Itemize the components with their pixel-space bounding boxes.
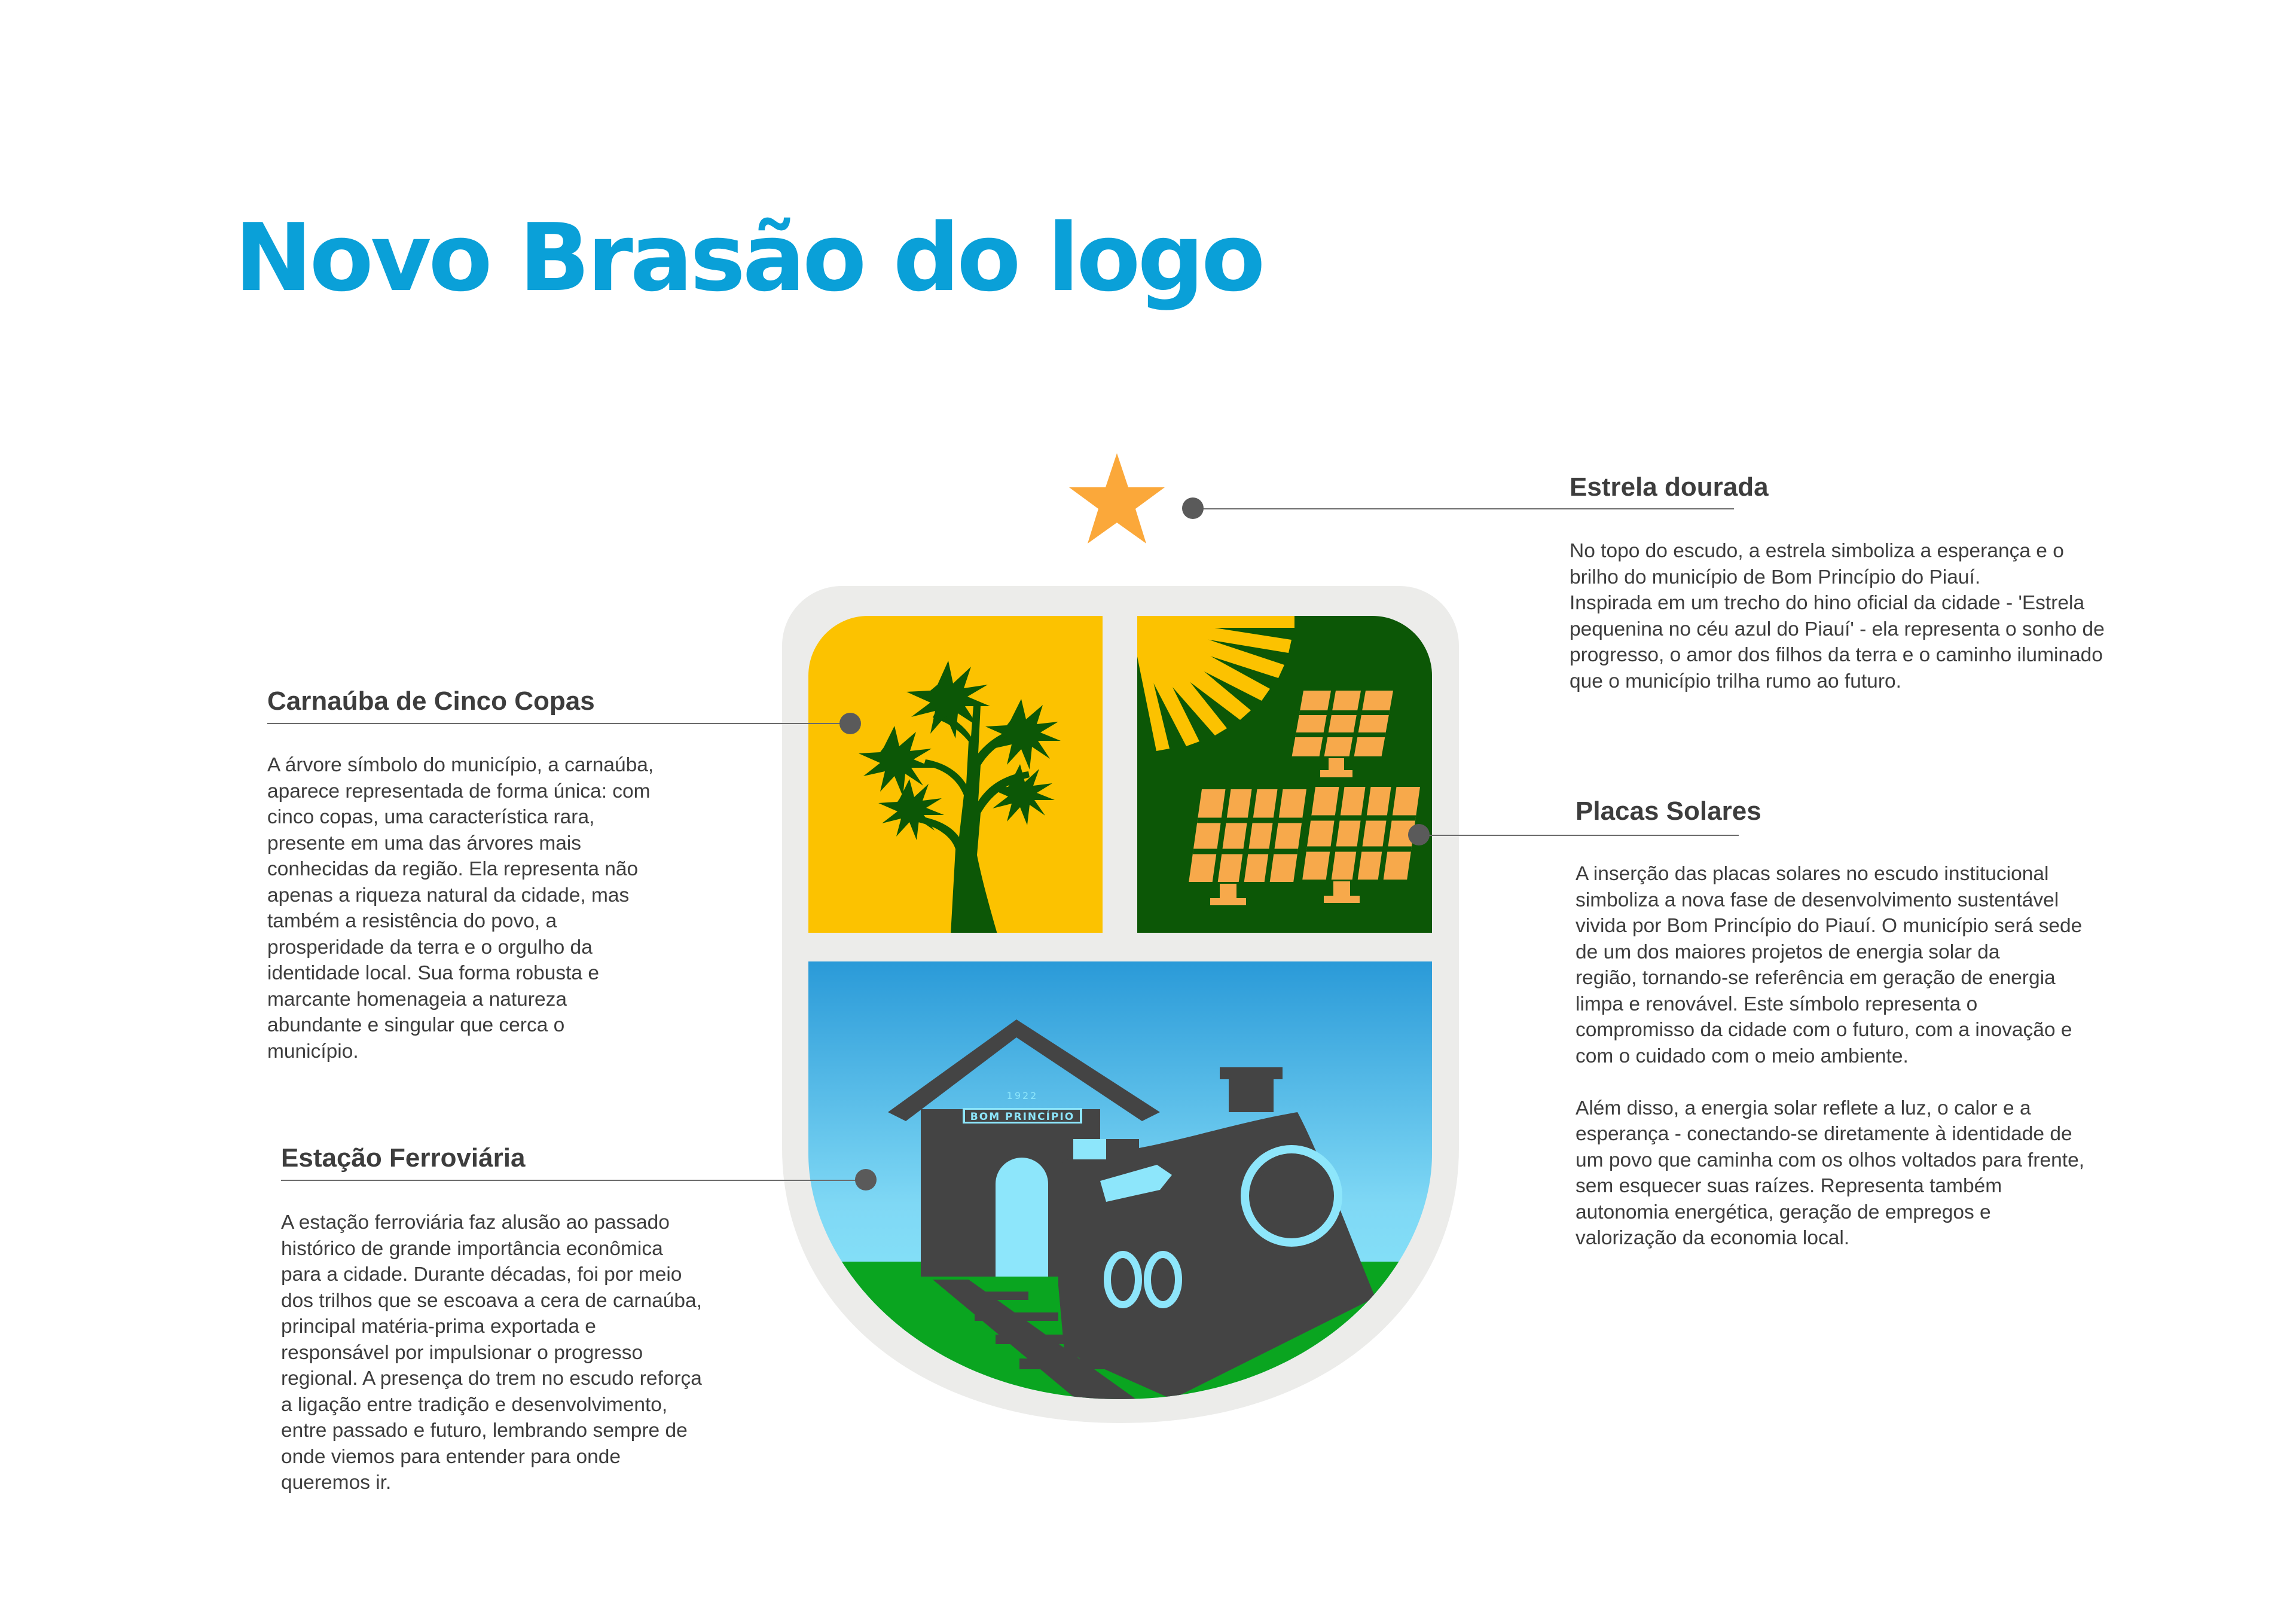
placas-body: A inserção das placas solares no escudo institucional simboliza a nova fase de desenvolvimento sustentável vivida por Bom Princípio do Piauí. O município será sede de um dos maiores projetos de energia solar da região, tornando-se referência em geração de energia limpa e renovável. Este símbolo representa o compromisso da cidade com o futuro, com a inovação e com o cuidado com o meio ambiente. Além disso, a energia solar reflete a luz, o calor e a esperança - conectando-se diretamente à identidade de um povo que caminha com os olhos voltados para frente, sem esquecer suas raízes. Representa também autonomia energética, geração de empregos e valorização da economia local.: [1576, 863, 2085, 1249]
estrela-marker: [1182, 497, 1204, 519]
carnauba-heading: Carnaúba de Cinco Copas: [267, 686, 595, 716]
placas-leader-line: [1428, 835, 1739, 836]
estacao-marker: [855, 1169, 877, 1190]
station-sign-label: BOM PRINCÍPIO: [970, 1111, 1075, 1123]
star-icon: [1069, 453, 1165, 544]
station-year-label: 1922: [1006, 1090, 1039, 1101]
estrela-body: No topo do escudo, a estrela simboliza a esperança e o brilho do município de Bom Princípio do Piauí. Inspirada em um trecho do hino oficial da cidade - 'Estrela pequenina no céu azul do Piauí' - ela representa o sonho de progresso, o amor dos filhos da terra e o caminho iluminado que o município trilha rumo ao futuro.: [1570, 540, 2105, 692]
estacao-heading: Estação Ferroviária: [281, 1143, 526, 1173]
carnauba-leader-line: [267, 723, 850, 724]
placas-marker: [1408, 824, 1430, 845]
placas-heading: Placas Solares: [1576, 796, 1761, 826]
estrela-heading: Estrela dourada: [1570, 472, 1769, 502]
estacao-body: A estação ferroviária faz alusão ao passado histórico de grande importância econômica para a cidade. Durante décadas, foi por meio dos trilhos que se escoava a cera de carnaúba, principal matéria-prima exportada e responsável por impulsionar o progresso regional. A presença do trem no escudo reforça a ligação entre tradição e desenvolvimento, entre passado e futuro, lembrando sempre de onde viemos para entender para onde queremos ir.: [281, 1211, 702, 1494]
carnauba-marker: [839, 713, 861, 734]
carnauba-body: A árvore símbolo do município, a carnaúba, aparece representada de forma única: com cinco copas, uma característica rara, presente em uma das árvores mais conhecidas da região. Ela representa não apenas a riqueza natural da cidade, mas também a resistência do povo, a prosperidade da terra e o orgulho da identidade local. Sua forma robusta e marcante homenageia a natureza abundante e singular que cerca o município.: [267, 754, 654, 1063]
estrela-leader-line: [1192, 508, 1734, 509]
carnauba-tree-icon: [808, 616, 1103, 934]
estacao-leader-line: [281, 1180, 867, 1181]
page-title: Novo Brasão do logo: [234, 203, 1263, 312]
